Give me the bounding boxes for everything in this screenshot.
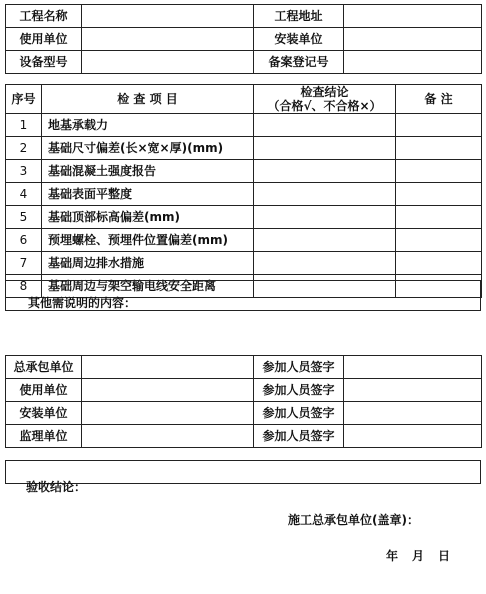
install-unit-label: 安装单位: [254, 28, 344, 51]
remarks-section: [5, 280, 481, 311]
install-unit-field[interactable]: [344, 28, 482, 51]
signature-field[interactable]: [344, 425, 482, 448]
row-remark-field[interactable]: [396, 229, 482, 252]
row-remark-field[interactable]: [396, 137, 482, 160]
table-row: [6, 137, 482, 160]
signature-label: 参加人员签字: [254, 425, 344, 448]
table-row: [6, 229, 482, 252]
row-remark-field[interactable]: [396, 206, 482, 229]
signature-row: [6, 356, 482, 379]
conclusion-section: [5, 460, 481, 563]
row-item-name: 基础周边排水措施: [42, 252, 254, 275]
signature-row: [6, 425, 482, 448]
row-number: 6: [6, 229, 42, 252]
header-conclusion-line2: （合格√、不合格×）: [267, 99, 382, 113]
conclusion-label: 验收结论：: [26, 480, 87, 494]
header-conclusion-line1: 检查结论: [300, 85, 349, 99]
table-row: [6, 183, 482, 206]
signature-table: [5, 355, 482, 448]
table-row: [6, 114, 482, 137]
row-result-field[interactable]: [254, 114, 396, 137]
row-remark-field[interactable]: [396, 114, 482, 137]
row-result-field[interactable]: [254, 252, 396, 275]
row-item-name: 基础尺寸偏差(长×宽×厚)(mm): [42, 137, 254, 160]
row-result-field[interactable]: [254, 137, 396, 160]
signature-unit-label: 监理单位: [6, 425, 82, 448]
project-address-field[interactable]: [344, 5, 482, 28]
signature-row: [6, 402, 482, 425]
project-name-field[interactable]: [82, 5, 254, 28]
row-number: 8: [6, 275, 42, 298]
row-item-name: 地基承载力: [42, 114, 254, 137]
header-remark: 备 注: [396, 85, 482, 114]
row-item-name: 基础表面平整度: [42, 183, 254, 206]
remarks-label: 其他需说明的内容：: [28, 296, 137, 310]
row-remark-field[interactable]: [396, 160, 482, 183]
project-address-label: 工程地址: [254, 5, 344, 28]
row-number: 3: [6, 160, 42, 183]
equipment-model-label: 设备型号: [6, 51, 82, 74]
signature-label: 参加人员签字: [254, 402, 344, 425]
signature-unit-field[interactable]: [82, 402, 254, 425]
signature-unit-field[interactable]: [82, 379, 254, 402]
record-number-label: 备案登记号: [254, 51, 344, 74]
row-result-field[interactable]: [254, 183, 396, 206]
table-row: [6, 160, 482, 183]
table-row: [6, 206, 482, 229]
row-result-field[interactable]: [254, 206, 396, 229]
basic-info-table: [5, 4, 482, 74]
row-item-name: 基础顶部标高偏差(mm): [42, 206, 254, 229]
signature-unit-label: 使用单位: [6, 379, 82, 402]
signature-row: [6, 379, 482, 402]
signature-unit-label: 总承包单位: [6, 356, 82, 379]
signature-label: 参加人员签字: [254, 379, 344, 402]
record-number-field[interactable]: [344, 51, 482, 74]
row-item-name: 基础周边与架空输电线安全距离: [42, 275, 254, 298]
user-unit-label: 使用单位: [6, 28, 82, 51]
signature-field[interactable]: [344, 402, 482, 425]
row-remark-field[interactable]: [396, 252, 482, 275]
inspection-items-table: [5, 84, 482, 298]
row-item-name: 预埋螺栓、预埋件位置偏差(mm): [42, 229, 254, 252]
date-label: 年月日: [386, 549, 465, 563]
row-item-name: 基础混凝土强度报告: [42, 160, 254, 183]
row-number: 1: [6, 114, 42, 137]
row-number: 5: [6, 206, 42, 229]
header-conclusion: [254, 85, 396, 114]
header-item: 检 查 项 目: [42, 85, 254, 114]
signature-unit-field[interactable]: [82, 356, 254, 379]
row-number: 2: [6, 137, 42, 160]
header-seq: 序号: [6, 85, 42, 114]
row-result-field[interactable]: [254, 160, 396, 183]
project-name-label: 工程名称: [6, 5, 82, 28]
signature-unit-label: 安装单位: [6, 402, 82, 425]
row-result-field[interactable]: [254, 229, 396, 252]
contractor-seal-label: 施工总承包单位(盖章)：: [288, 513, 419, 527]
remarks-field[interactable]: [6, 281, 481, 311]
table-row: [6, 252, 482, 275]
row-number: 4: [6, 183, 42, 206]
equipment-model-field[interactable]: [82, 51, 254, 74]
signature-label: 参加人员签字: [254, 356, 344, 379]
row-number: 7: [6, 252, 42, 275]
conclusion-field[interactable]: [6, 461, 481, 563]
signature-unit-field[interactable]: [82, 425, 254, 448]
signature-field[interactable]: [344, 379, 482, 402]
row-remark-field[interactable]: [396, 183, 482, 206]
signature-field[interactable]: [344, 356, 482, 379]
user-unit-field[interactable]: [82, 28, 254, 51]
